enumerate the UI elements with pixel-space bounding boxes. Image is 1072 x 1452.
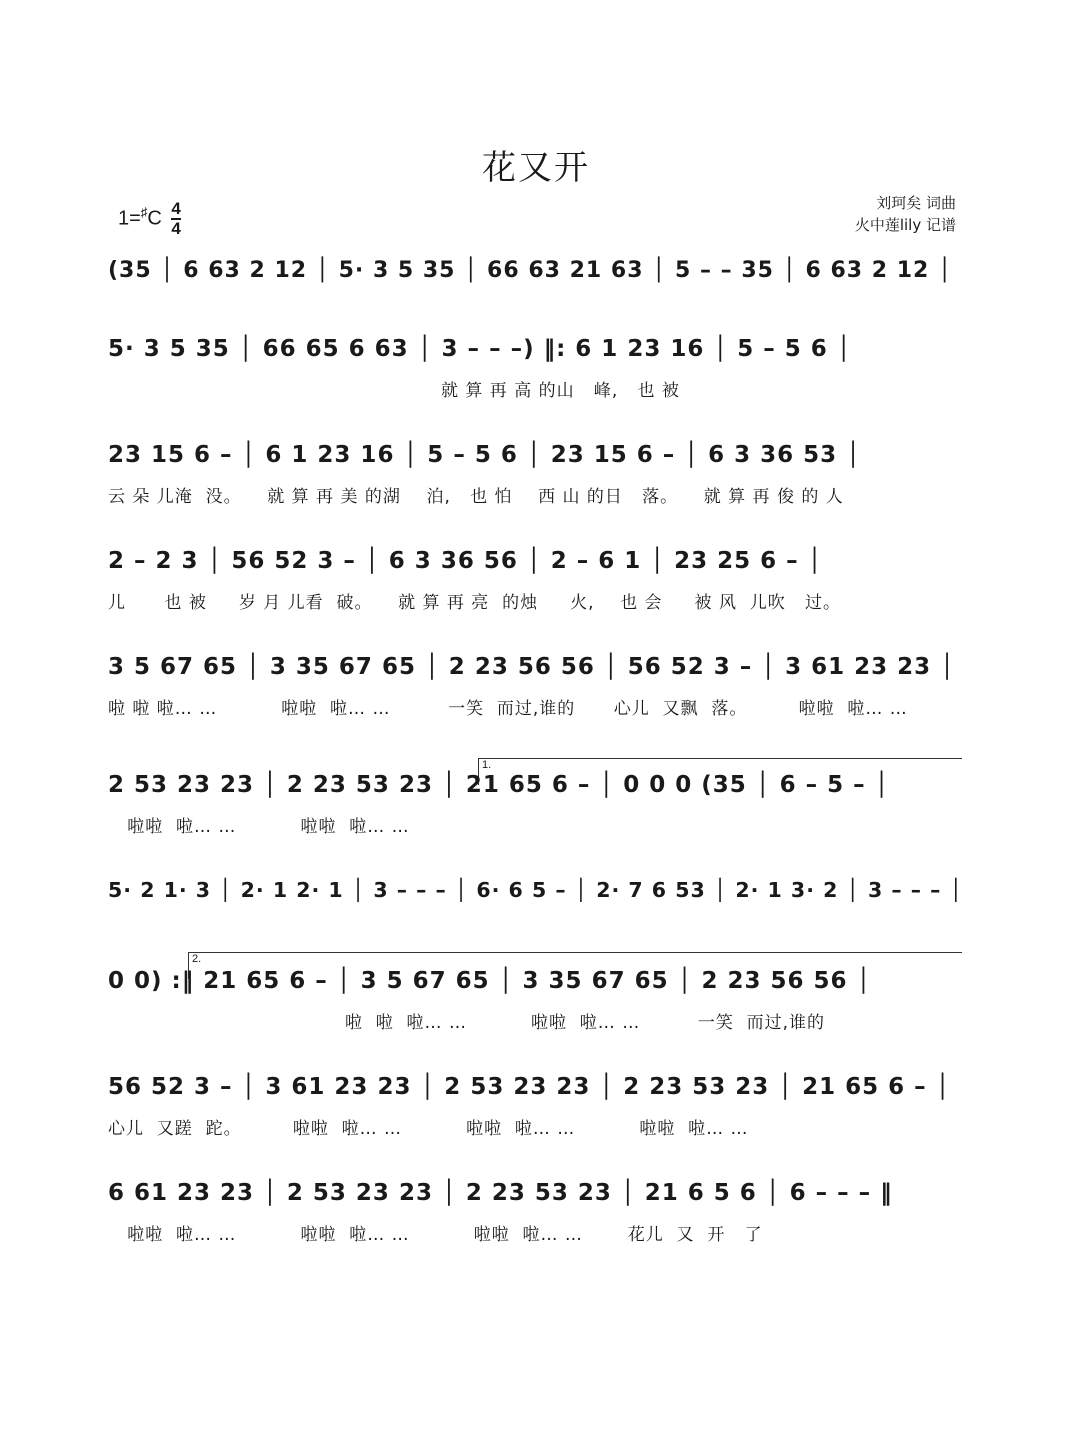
lyric-line: 啦啦 啦… … 啦啦 啦… … (108, 817, 410, 837)
lyric-line: 啦啦 啦… … 啦啦 啦… … 啦啦 啦… … 花儿 又 开 了 (108, 1225, 763, 1245)
notation-line: 2 – 2 3 │ 56 52 3 – │ 6 3 36 56 │ 2 – 6 1 │ 23 25 6 – │ (108, 548, 823, 574)
key-prefix: 1= (118, 207, 141, 230)
credits (855, 192, 956, 236)
notation-line: 0 0) :‖ 21 65 6 – │ 3 5 67 65 │ 3 35 67 65 │ 2 23 56 56 │ (108, 968, 872, 994)
lyric-line: 儿 也 被 岁 月 儿看 破。 就 算 再 亮 的烛 火, 也 会 被 风 儿吹 过。 (108, 593, 841, 613)
song-title: 花又开 (482, 148, 590, 188)
time-signature (171, 200, 180, 238)
lyric-line: 心儿 又蹉 跎。 啦啦 啦… … 啦啦 啦… … 啦啦 啦… … (108, 1119, 749, 1139)
lyricist-credit: 刘珂矣 词曲 (876, 194, 956, 212)
notation-line: 23 15 6 – │ 6 1 23 16 │ 5 – 5 6 │ 23 15 6 – │ 6 3 36 53 │ (108, 442, 861, 468)
notation-line: 2 53 23 23 │ 2 23 53 23 │ 21 65 6 – │ 0 0 0 (35 │ 6 – 5 – │ (108, 772, 890, 798)
sharp-symbol: ♯ (140, 204, 148, 220)
transcriber-credit: 火中莲lily 记谱 (854, 216, 956, 234)
notation-line: 3 5 67 65 │ 3 35 67 65 │ 2 23 56 56 │ 56 52 3 – │ 3 61 23 23 │ (108, 654, 956, 680)
notation-line: 6 61 23 23 │ 2 53 23 23 │ 2 23 53 23 │ 21 6 5 6 │ 6 – – – ‖ (108, 1180, 893, 1206)
lyric-line: 啦 啦 啦… … 啦啦 啦… … 一笑 而过,谁的 心儿 又飘 落。 啦啦 啦… … (108, 699, 908, 719)
meter-bottom: 4 (171, 219, 181, 238)
notation-line: (35 │ 6 63 2 12 │ 5· 3 5 35 │ 66 63 21 63 │ 5 – – 35 │ 6 63 2 12 │ (108, 258, 953, 283)
key-signature (118, 200, 181, 238)
notation-line: 5· 2 1· 3 │ 2· 1 2· 1 │ 3 – – – │ 6· 6 5 – │ 2· 7 6 53 │ 2· 1 3· 2 │ 3 – – – │ (108, 878, 963, 902)
lyric-line: 云 朵 儿淹 没。 就 算 再 美 的湖 泊, 也 怕 西 山 的日 落。 就 算 再 俊 的 人 (108, 487, 844, 507)
lyric-line: 就 算 再 高 的山 峰, 也 被 (108, 381, 680, 401)
key-letter: C (147, 207, 162, 230)
volta-1-label: 1. (482, 759, 492, 771)
lyric-line: 啦 啦 啦… … 啦啦 啦… … 一笑 而过,谁的 (108, 1013, 826, 1033)
notation-line: 56 52 3 – │ 3 61 23 23 │ 2 53 23 23 │ 2 23 53 23 │ 21 65 6 – │ (108, 1074, 951, 1100)
volta-2-label: 2. (192, 953, 202, 965)
notation-line: 5· 3 5 35 │ 66 65 6 63 │ 3 – – –) ‖: 6 1 23 16 │ 5 – 5 6 │ (108, 336, 852, 362)
meter-top: 4 (171, 199, 181, 218)
